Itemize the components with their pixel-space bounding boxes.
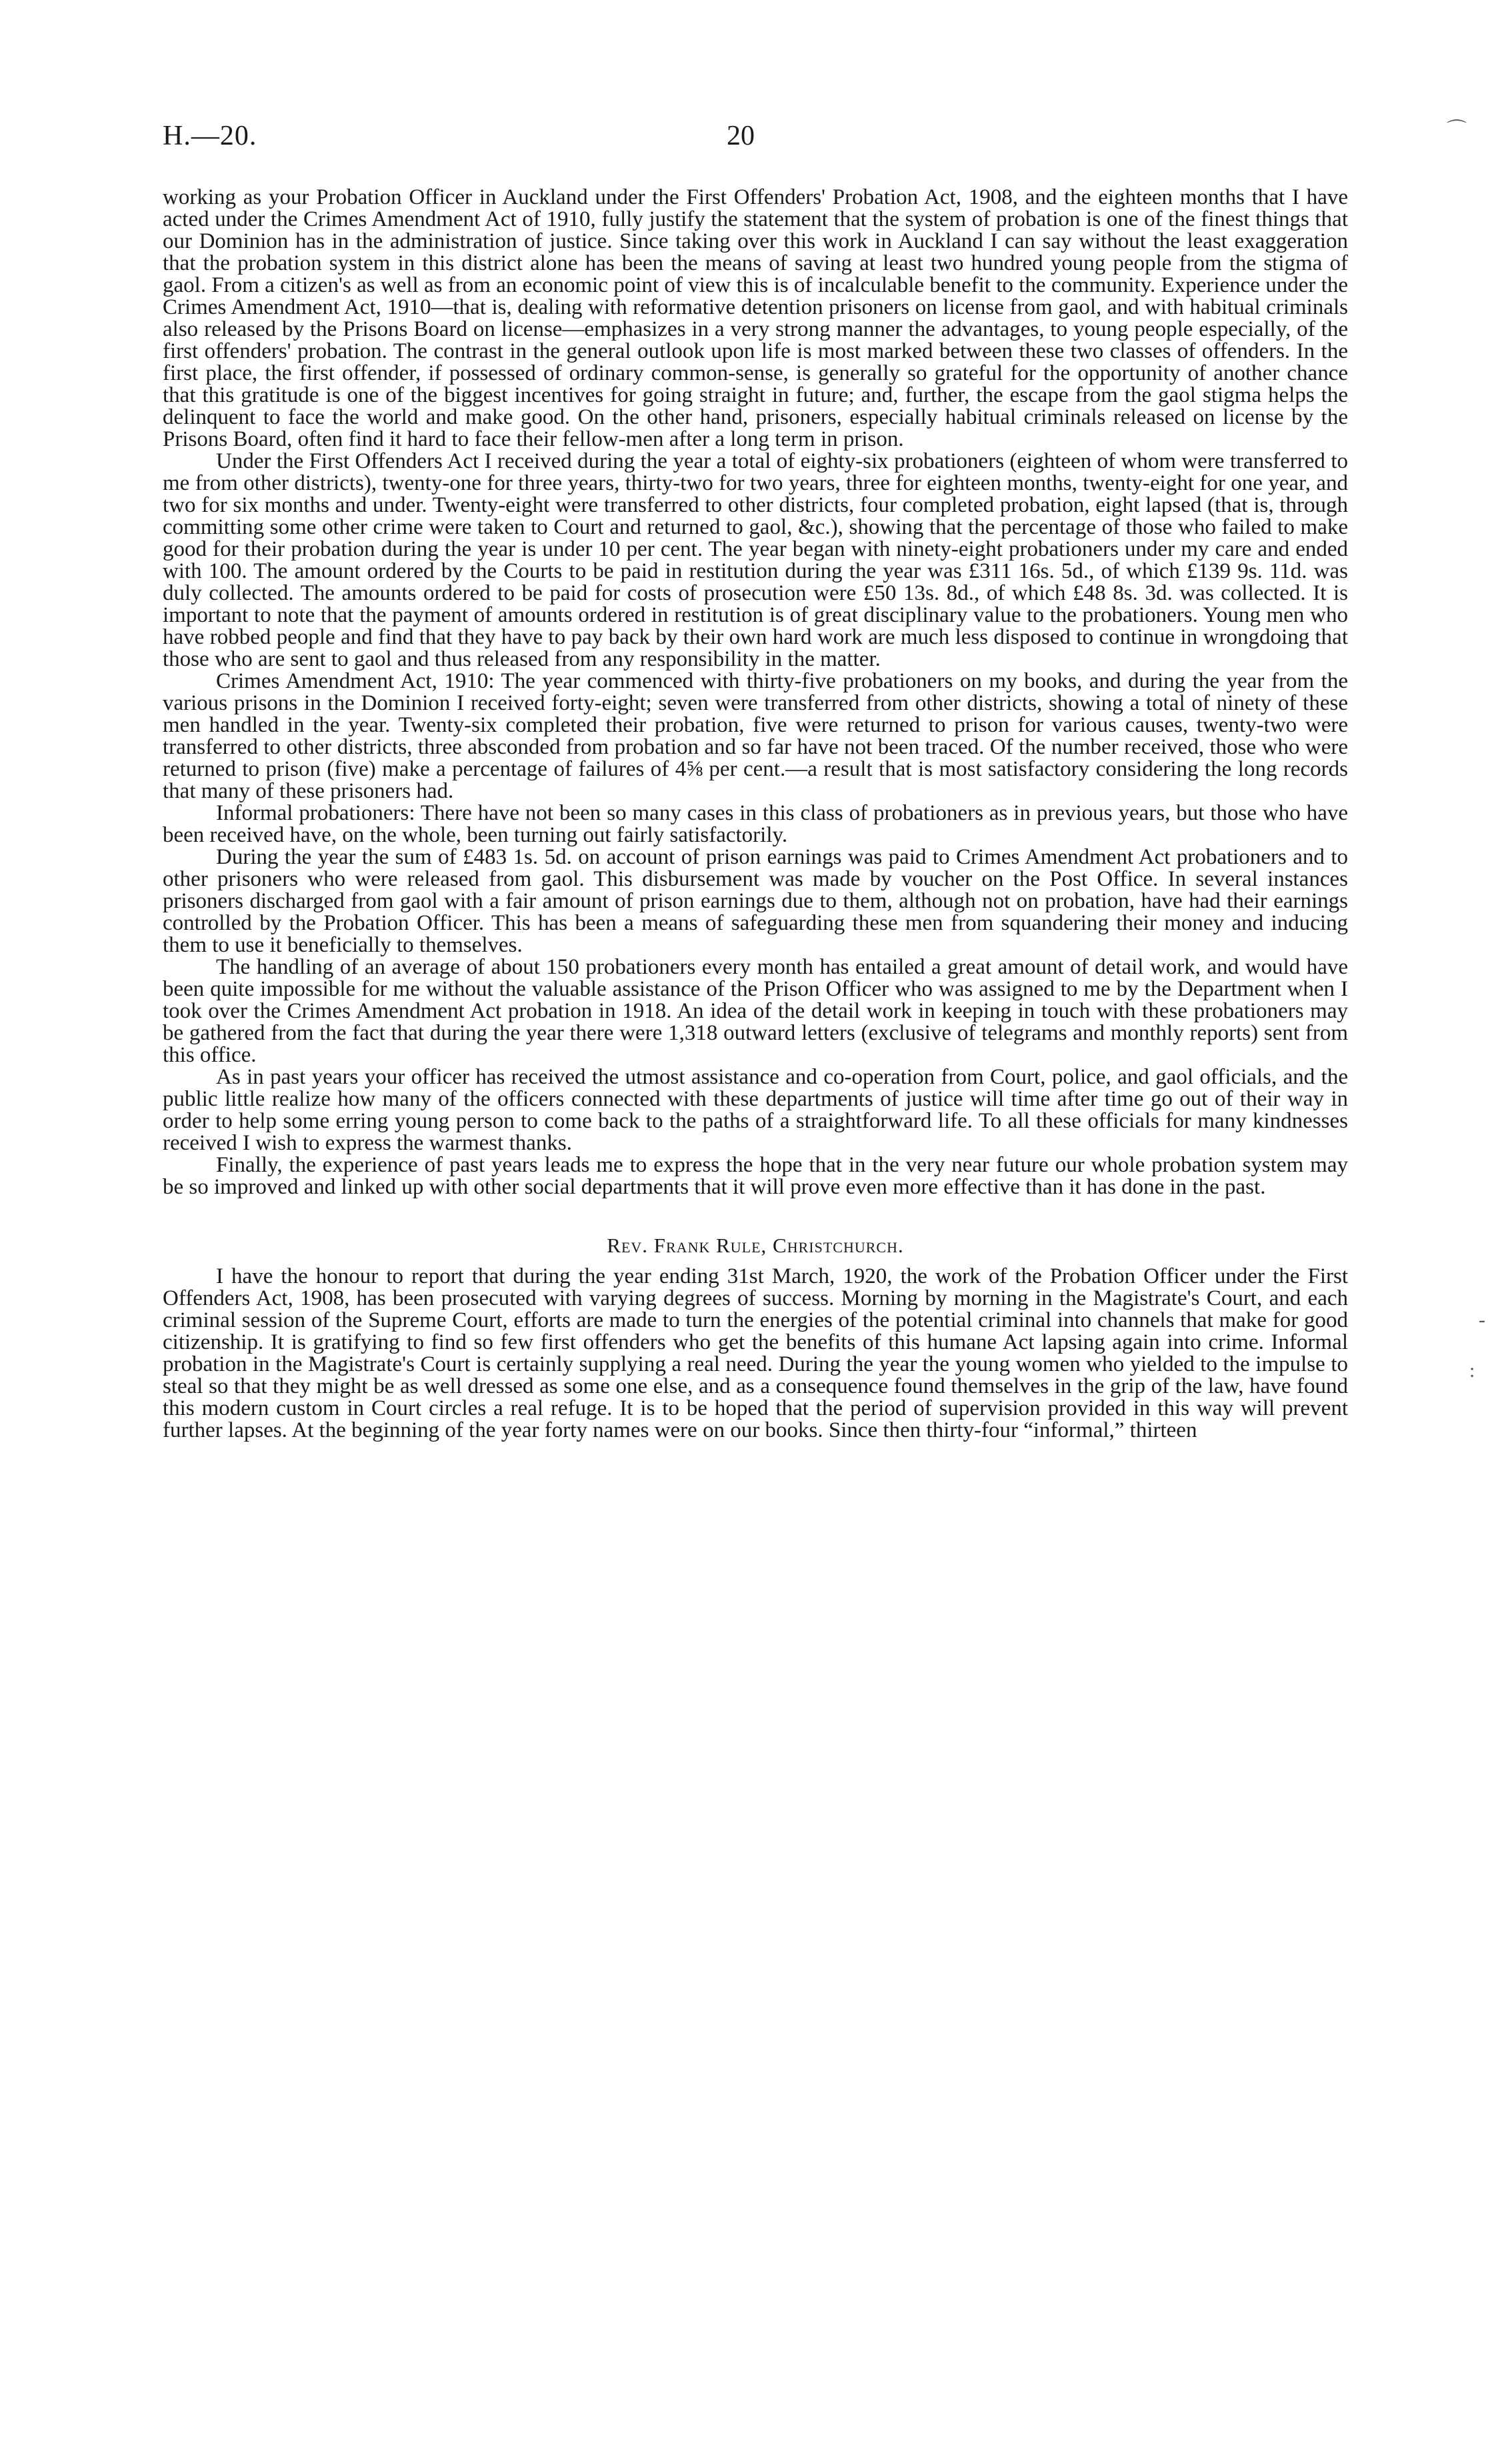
margin-mark: : — [1469, 1360, 1475, 1382]
paragraph: Finally, the experience of past years leads me to express the hope that in the very near future our whole probation system may be so improved and linked up with other social departments that it will prove even more effective than it has done in the past. — [163, 1153, 1348, 1199]
section-heading: Rev. Frank Rule, Christchurch. — [607, 1234, 904, 1257]
paragraph: working as your Probation Officer in Auckland under the First Offenders' Probation Act, 1908, and the eighteen months that I have acted under the Crimes Amendment Act of 1910, fully justify the statement that the system of probation is one of the finest things that our Dominion has in the administration of justice. Since taking over this work in Auckland I can say without the least exaggeration that the probation system in this district alone has been the means of saving at least two hundred young people from the stigma of gaol. From a citizen's as well as from an economic point of view this is of incalculable benefit to the community. Experience under the Crimes Amendment Act, 1910—that is, dealing with reformative detention prisoners on license from gaol, and with habitual criminals also released by the Prisons Board on license—emphasizes in a very strong manner the advantages, to young people especially, of the first offenders' probation. The contrast in the general outlook upon life is most marked between these two classes of offenders. In the first place, the first offender, if possessed of ordinary common-sense, is generally so grateful for the opportunity of another chance that this gratitude is one of the biggest incentives for going straight in future; and, further, the escape from the gaol stigma helps the delinquent to face the world and make good. On the other hand, prisoners, especially habitual criminals released on license by the Prisons Board, often find it hard to face their fellow-men after a long term in prison. — [163, 185, 1348, 451]
paragraph: The handling of an average of about 150 probationers every month has entailed a great amount of detail work, and would have been quite impossible for me without the valuable assistance of the Prison Officer who was assigned to me by the Department when I took over the Crimes Amendment Act probation in 1918. An idea of the detail work in keeping in touch with these probationers may be gathered from the fact that during the year there were 1,318 outward letters (exclusive of telegrams and monthly reports) sent from this office. — [163, 955, 1348, 1067]
page-header — [0, 120, 1512, 160]
margin-mark: ⌒ — [1447, 119, 1467, 141]
document-reference: H.—20. — [163, 121, 257, 151]
paragraph: I have the honour to report that during the year ending 31st March, 1920, the work of the Probation Officer under the First Offenders Act, 1908, has been prosecuted with varying degrees of success. Morning by morning in the Magistrate's Court, and each criminal session of the Supreme Court, efforts are made to turn the energies of the potential criminal into channels that make for good citizenship. It is gratifying to find so few first offenders who get the benefits of this humane Act lapsing again into crime. Informal probation in the Magistrate's Court is certainly supplying a real need. During the year the young women who yielded to the impulse to steal so that they might be as well dressed as some one else, and as a consequence found themselves in the grip of the law, have found this modern custom in Court circles a real refuge. It is to be hoped that the period of supervision provided in this way will prevent further lapses. At the beginning of the year forty names were on our books. Since then thirty-four “informal,” thirteen — [163, 1264, 1348, 1442]
margin-mark: - — [1479, 1309, 1485, 1331]
paragraph: During the year the sum of £483 1s. 5d. on account of prison earnings was paid to Crimes Amendment Act probationers and to other prisoners who were released from gaol. This disbursement was made by voucher on the Post Office. In several instances prisoners discharged from gaol with a fair amount of prison earnings due to them, although not on probation, have had their earnings controlled by the Probation Officer. This has been a means of safeguarding these men from squandering their money and inducing them to use it beneficially to themselves. — [163, 845, 1348, 957]
paragraph: As in past years your officer has received the utmost assistance and co-operation from Court, police, and gaol officials, and the public little realize how many of the officers connected with these departments of justice will time after time go out of their way in order to help some erring young person to come back to the paths of a straightforward life. To all these officials for many kindnesses received I wish to express the warmest thanks. — [163, 1065, 1348, 1155]
paragraph: Under the First Offenders Act I received during the year a total of eighty-six probationers (eighteen of whom were transferred to me from other districts), twenty-one for three years, thirty-two for two years, three for eighteen months, twenty-eight for one year, and two for six months and under. Twenty-eight were transferred to other districts, four completed probation, eight lapsed (that is, through committing some other crime were taken to Court and returned to gaol, &c.), showing that the percentage of those who failed to make good for their probation during the year is under 10 per cent. The year began with ninety-eight probationers under my care and ended with 100. The amount ordered by the Courts to be paid in restitution during the year was £311 16s. 5d., of which £139 9s. 11d. was duly collected. The amounts ordered to be paid for costs of prosecution were £50 13s. 8d., of which £48 8s. 3d. was collected. It is important to note that the payment of amounts ordered in restitution is of great disciplinary value to the probationers. Young men who have robbed people and find that they have to pay back by their own hard work are much less disposed to continue in wrongdoing that those who are sent to gaol and thus released from any responsibility in the matter. — [163, 449, 1348, 671]
page-number: 20 — [727, 121, 755, 151]
paragraph: Crimes Amendment Act, 1910: The year commenced with thirty-five probationers on my books, and during the year from the various prisons in the Dominion I received forty-eight; seven were transferred from other districts, showing a total of ninety of these men handled in the year. Twenty-six completed their probation, five were returned to prison for various causes, twenty-two were transferred to other districts, three absconded from probation and so far have not been traced. Of the number received, those who were returned to prison (five) make a percentage of failures of 4⅝ per cent.—a result that is most satisfactory considering the long records that many of these prisoners had. — [163, 669, 1348, 803]
paragraph: Informal probationers: There have not been so many cases in this class of probationers as in previous years, but those who have been received have, on the whole, been turning out fairly satisfactorily. — [163, 801, 1348, 847]
document-body — [163, 187, 1348, 1442]
